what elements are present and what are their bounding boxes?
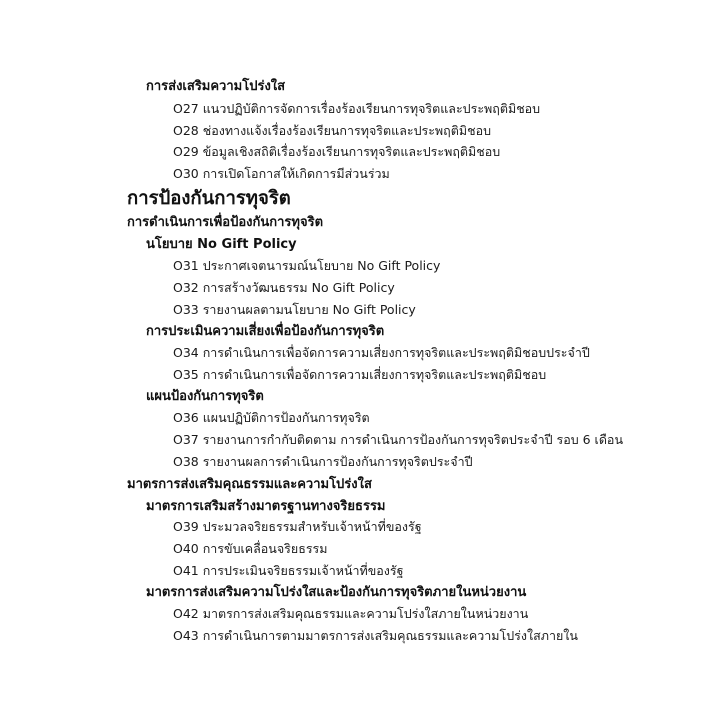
subsection-heading-plan: แผนป้องกันการทุจริต bbox=[146, 389, 264, 404]
list-item-o28: O28 ช่องทางแจ้งเรื่องร้องเรียนการทุจริตและประพฤติมิชอบ bbox=[173, 123, 492, 138]
list-item-o42: O42 มาตรการส่งเสริมคุณธรรมและความโปร่งใสภายในหน่วยงาน bbox=[173, 606, 529, 621]
subsection-heading-no-gift: นโยบาย No Gift Policy bbox=[146, 237, 297, 252]
section-heading-prevention: การดำเนินการเพื่อป้องกันการทุจริต bbox=[127, 215, 324, 230]
subsection-heading-internal-transparency: มาตรการส่งเสริมความโปร่งใสและป้องกันการทุจริตภายในหน่วยงาน bbox=[146, 585, 527, 600]
main-title: การป้องกันการทุจริต bbox=[127, 188, 291, 209]
list-item-o31: O31 ประกาศเจตนารมณ์นโยบาย No Gift Policy bbox=[173, 258, 441, 273]
list-item-o37: O37 รายงานการกำกับติดตาม การดำเนินการป้องกันการทุจริตประจำปี รอบ 6 เดือน bbox=[173, 432, 623, 447]
list-item-o36: O36 แผนปฏิบัติการป้องกันการทุจริต bbox=[173, 410, 370, 425]
subsection-heading-ethics: มาตรการเสริมสร้างมาตรฐานทางจริยธรรม bbox=[146, 499, 386, 514]
list-item-o32: O32 การสร้างวัฒนธรรม No Gift Policy bbox=[173, 280, 395, 295]
list-item-o38: O38 รายงานผลการดำเนินการป้องกันการทุจริตประจำปี bbox=[173, 454, 473, 469]
section-heading-transparency: การส่งเสริมความโปร่งใส bbox=[146, 79, 286, 94]
list-item-o35: O35 การดำเนินการเพื่อจัดการความเสี่ยงการทุจริตและประพฤติมิชอบ bbox=[173, 367, 547, 382]
list-item-o34: O34 การดำเนินการเพื่อจัดการความเสี่ยงการทุจริตและประพฤติมิชอบประจำปี bbox=[173, 345, 590, 360]
list-item-o30: O30 การเปิดโอกาสให้เกิดการมีส่วนร่วม bbox=[173, 166, 390, 181]
list-item-o27: O27 แนวปฏิบัติการจัดการเรื่องร้องเรียนการทุจริตและประพฤติมิชอบ bbox=[173, 101, 541, 116]
list-item-o40: O40 การขับเคลื่อนจริยธรรม bbox=[173, 541, 328, 556]
list-item-o39: O39 ประมวลจริยธรรมสำหรับเจ้าหน้าที่ของรัฐ bbox=[173, 519, 422, 534]
list-item-o33: O33 รายงานผลตามนโยบาย No Gift Policy bbox=[173, 302, 416, 317]
section-heading-integrity: มาตรการส่งเสริมคุณธรรมและความโปร่งใส bbox=[127, 477, 372, 492]
list-item-o41: O41 การประเมินจริยธรรมเจ้าหน้าที่ของรัฐ bbox=[173, 563, 404, 578]
list-item-o29: O29 ข้อมูลเชิงสถิติเรื่องร้องเรียนการทุจริตและประพฤติมิชอบ bbox=[173, 144, 501, 159]
subsection-heading-risk: การประเมินความเสี่ยงเพื่อป้องกันการทุจริต bbox=[146, 324, 385, 339]
list-item-o43: O43 การดำเนินการตามมาตรการส่งเสริมคุณธรรมและความโปร่งใสภายใน bbox=[173, 628, 578, 643]
